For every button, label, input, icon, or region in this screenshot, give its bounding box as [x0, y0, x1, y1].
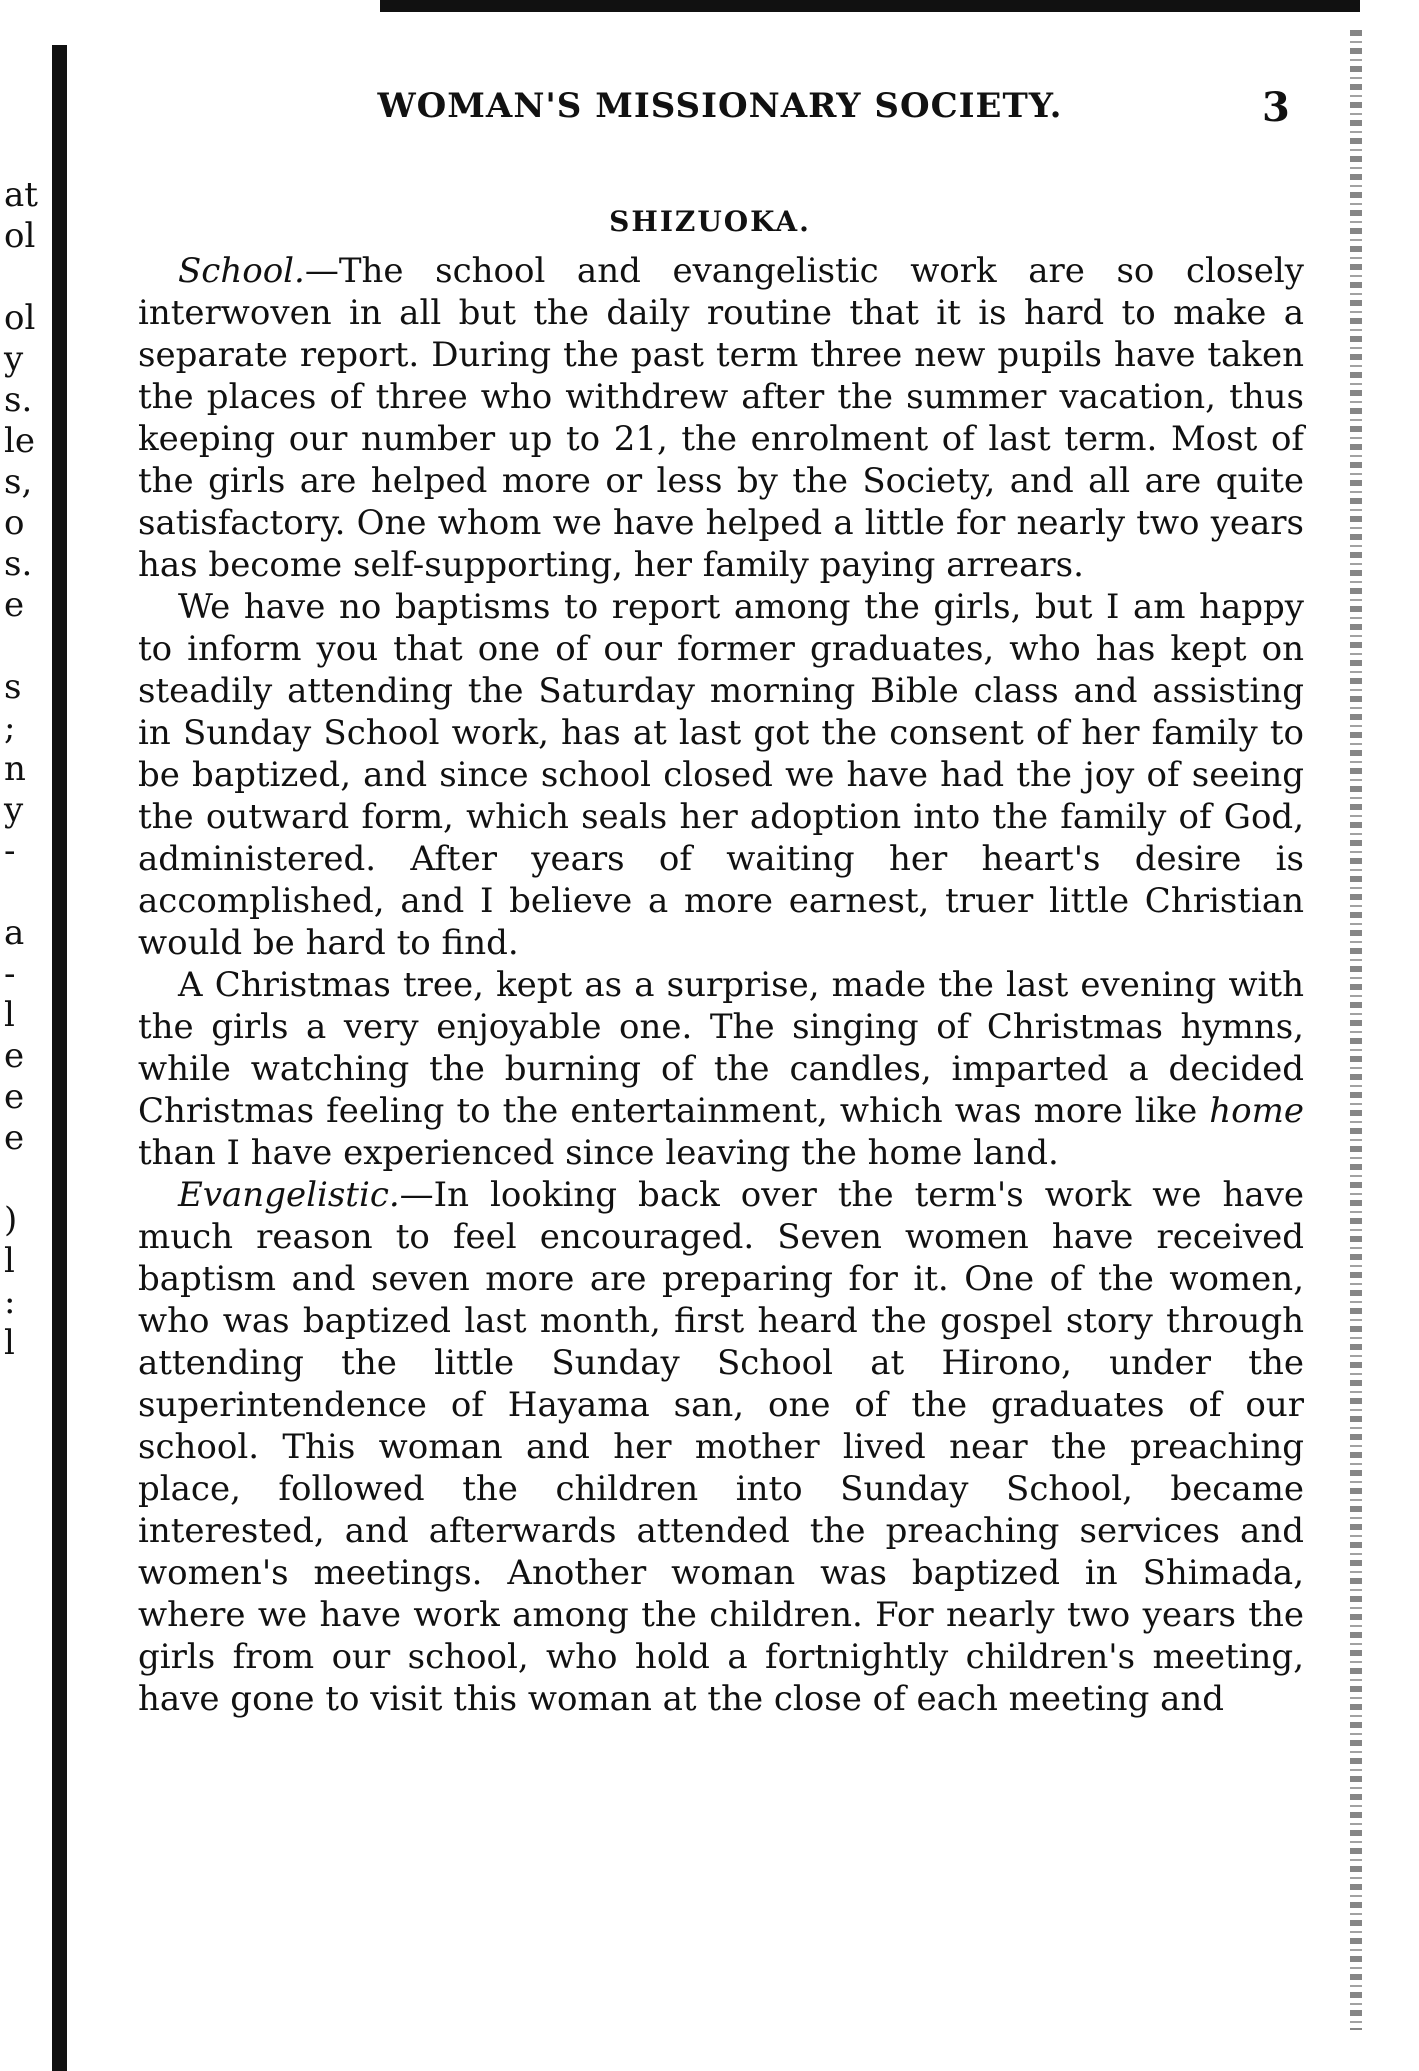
paragraph-text: A Christmas tree, kept as a surprise, made the last evening with the girls a very enjoyable one. The singing of Christmas hymns, while watching the burning of the candles, imparted a decided Christmas feeling to the entertainment, which was more like: [138, 965, 1304, 1131]
margin-fragment: ;: [4, 708, 16, 748]
margin-fragment: -: [4, 831, 16, 871]
margin-fragment: s.: [4, 380, 33, 420]
margin-fragment: e: [4, 1077, 25, 1117]
page-edge: [1350, 30, 1362, 2030]
top-rule: [380, 0, 1360, 12]
margin-fragment: y: [4, 790, 24, 830]
body-text: [138, 250, 1304, 1720]
margin-fragment: l: [4, 1323, 15, 1363]
margin-fragment: ol: [4, 298, 36, 338]
page-number: 3: [1262, 84, 1290, 131]
margin-fragment: :: [4, 1282, 16, 1322]
margin-fragment: l: [4, 995, 15, 1035]
paragraph-evangelistic: [138, 1174, 1304, 1720]
margin-fragment: s: [4, 667, 22, 707]
margin-fragment: e: [4, 585, 25, 625]
running-title: WOMAN'S MISSIONARY SOCIETY.: [377, 86, 1063, 126]
margin-fragment: l: [4, 1241, 15, 1281]
paragraph-lead-school: School.: [178, 251, 305, 291]
paragraph-christmas: [138, 964, 1304, 1174]
margin-fragment: e: [4, 1036, 25, 1076]
paragraph-baptisms: [138, 586, 1304, 964]
paragraph-lead-evangelistic: Evangelistic.: [178, 1175, 400, 1215]
margin-fragment: [4, 872, 50, 913]
margin-fragment: n: [4, 749, 26, 789]
margin-fragment: y: [4, 339, 24, 379]
margin-fragment: s.: [4, 544, 33, 584]
paragraph-text: We have no baptisms to report among the girls, but I am happy to inform you that one of our former graduates, who has kept on steadily attending the Saturday morning Bible class and assisting in Sunday School work, has at last got the consent of her family to be baptized, and since school closed we have had the joy of seeing the outward form, which seals her adoption into the family of God, administered. After years of waiting her heart's desire is accomplished, and I believe a more earnest, truer little Christian would be hard to find.: [138, 587, 1304, 963]
margin-fragment: [4, 1159, 50, 1200]
binding-edge: [52, 45, 67, 2071]
emphasis-home: home: [1209, 1091, 1304, 1131]
margin-fragment: a: [4, 913, 25, 953]
section-title: SHIZUOKA.: [609, 205, 811, 238]
margin-fragment: o: [4, 503, 25, 543]
adjacent-page-fragments: [4, 175, 50, 1364]
paragraph-text: —In looking back over the term's work we have much reason to feel encouraged. Seven women have received baptism and seven more are preparing for it. One of the women, who was baptized last month, first heard the gospel story through attending the little Sunday School at Hirono, under the superintendence of Hayama san, one of the graduates of our school. This woman and her mother lived near the preaching place, followed the children into Sunday School, became interested, and afterwards attended the preaching services and women's meetings. Another woman was baptized in Shimada, where we have work among the children. For nearly two years the girls from our school, who hold a fortnightly children's meeting, have gone to visit this woman at the close of each meeting and: [138, 1175, 1304, 1719]
margin-fragment: e: [4, 1118, 25, 1158]
margin-fragment: le: [4, 421, 35, 461]
paragraph-text: than I have experienced since leaving the home land.: [138, 1133, 1059, 1173]
margin-fragment: [4, 257, 50, 298]
paragraph-school: [138, 250, 1304, 586]
margin-fragment: [4, 626, 50, 667]
margin-fragment: ol: [4, 216, 36, 256]
paragraph-text: —The school and evangelistic work are so closely interwoven in all but the daily routine that it is hard to make a separate report. During the past term three new pupils have taken the places of three who withdrew after the summer vacation, thus keeping our number up to 21, the enrolment of last term. Most of the girls are helped more or less by the Society, and all are quite satisfactory. One whom we have helped a little for nearly two years has become self-supporting, her family paying arrears.: [138, 251, 1304, 585]
margin-fragment: -: [4, 954, 16, 994]
margin-fragment: at: [4, 175, 38, 215]
margin-fragment: s,: [4, 462, 33, 502]
margin-fragment: ): [4, 1200, 18, 1240]
